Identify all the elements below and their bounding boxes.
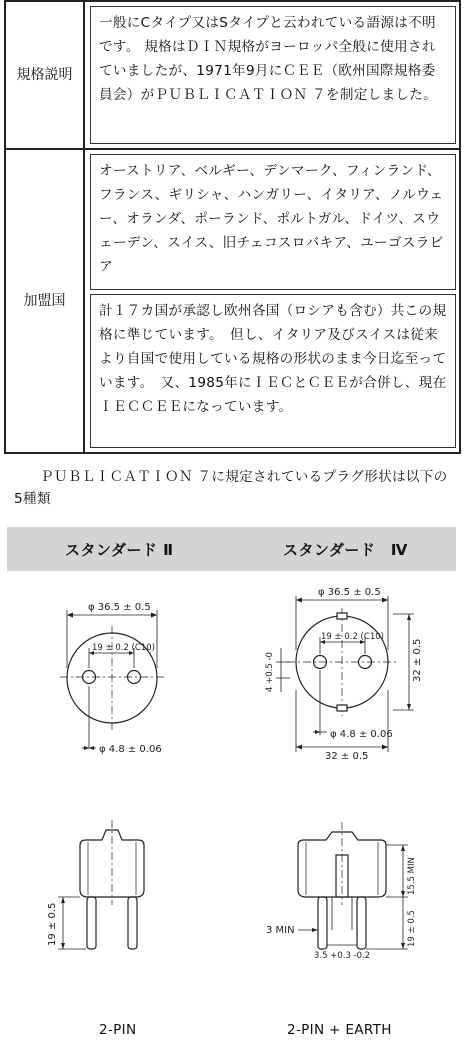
std2-pin-length-label: 19 ± 0.5 — [47, 902, 58, 946]
standard-2-title: スタンダード Ⅱ — [65, 541, 174, 559]
std4-recess-depth-label: 3.5 +0.3 -0.2 — [314, 951, 371, 961]
std2-face-drawing — [60, 610, 164, 750]
description-text: 一般にCタイプ又はSタイプと云われている語源は不明です。 規格はＤＩＮ規格がヨーロッパ全般に使用されていましたが、1971年9月にＣＥＥ（欧州国際規格委員会）がＰＵＢＬＩＣＡＴＩＯＮ ７を制定しました。 — [90, 6, 456, 144]
caption-text: ＰＵＢＬＩＣＡＴＩＯＮ ７に規定されているプラグ形状は以下の5種類 — [14, 469, 448, 507]
std2-pin-diameter-label: φ 4.8 ± 0.06 — [99, 744, 162, 755]
std2-face-diameter-label: φ 36.5 ± 0.5 — [88, 602, 151, 613]
std4-min-length-label: 15.5 MIN — [407, 857, 417, 895]
std4-body-width-label: 32 ± 0.5 — [325, 751, 369, 762]
std2-pin-type-label: 2-PIN — [99, 1022, 137, 1038]
std4-pin-spacing-label: 19 ± 0.2 (C10) — [321, 632, 384, 642]
std4-recess-min-label: 3 MIN — [266, 925, 295, 936]
std4-pin-diameter-label: φ 4.8 ± 0.06 — [330, 729, 393, 740]
row-label-description: 規格説明 — [6, 2, 85, 148]
member-countries-text: オーストリア、ベルギー、デンマーク、フィンランド、フランス、ギリシャ、ハンガリー、イタリア、ノルウェー、オランダ、ポーランド、ポルトガル、ドイツ、スウェーデン、スイス、旧チェコスロバキア、ユーゴスラビア — [90, 154, 456, 290]
std4-pin-type-label: 2-PIN + EARTH — [287, 1022, 392, 1038]
row-label-members: 加盟国 — [6, 150, 85, 452]
standard-4-title: スタンダード Ⅳ — [283, 541, 408, 559]
std4-body-height-label: 32 ± 0.5 — [412, 638, 423, 682]
std2-pin-spacing-label: 19 ± 0.2 (C10) — [92, 643, 155, 653]
member-note-text: 計１７カ国が承認し欧州各国（ロシアも含む）共この規格に準じています。 但し、イタリア及びスイスは従来より自国で使用している規格の形状のまま今日迄至っています。 又、1985年にＩＥＣとＣＥＥが合併し、現在ＩＥＣＣＥＥになっています。 — [90, 294, 456, 448]
std4-pin-length-label: 19 ± 0.5 — [407, 910, 417, 947]
std4-offset-label: 4 +0.5 -0 — [265, 652, 275, 692]
std4-side-drawing — [298, 822, 408, 949]
std4-face-diameter-label: φ 36.5 ± 0.5 — [318, 587, 381, 598]
std2-side-drawing — [58, 820, 144, 949]
